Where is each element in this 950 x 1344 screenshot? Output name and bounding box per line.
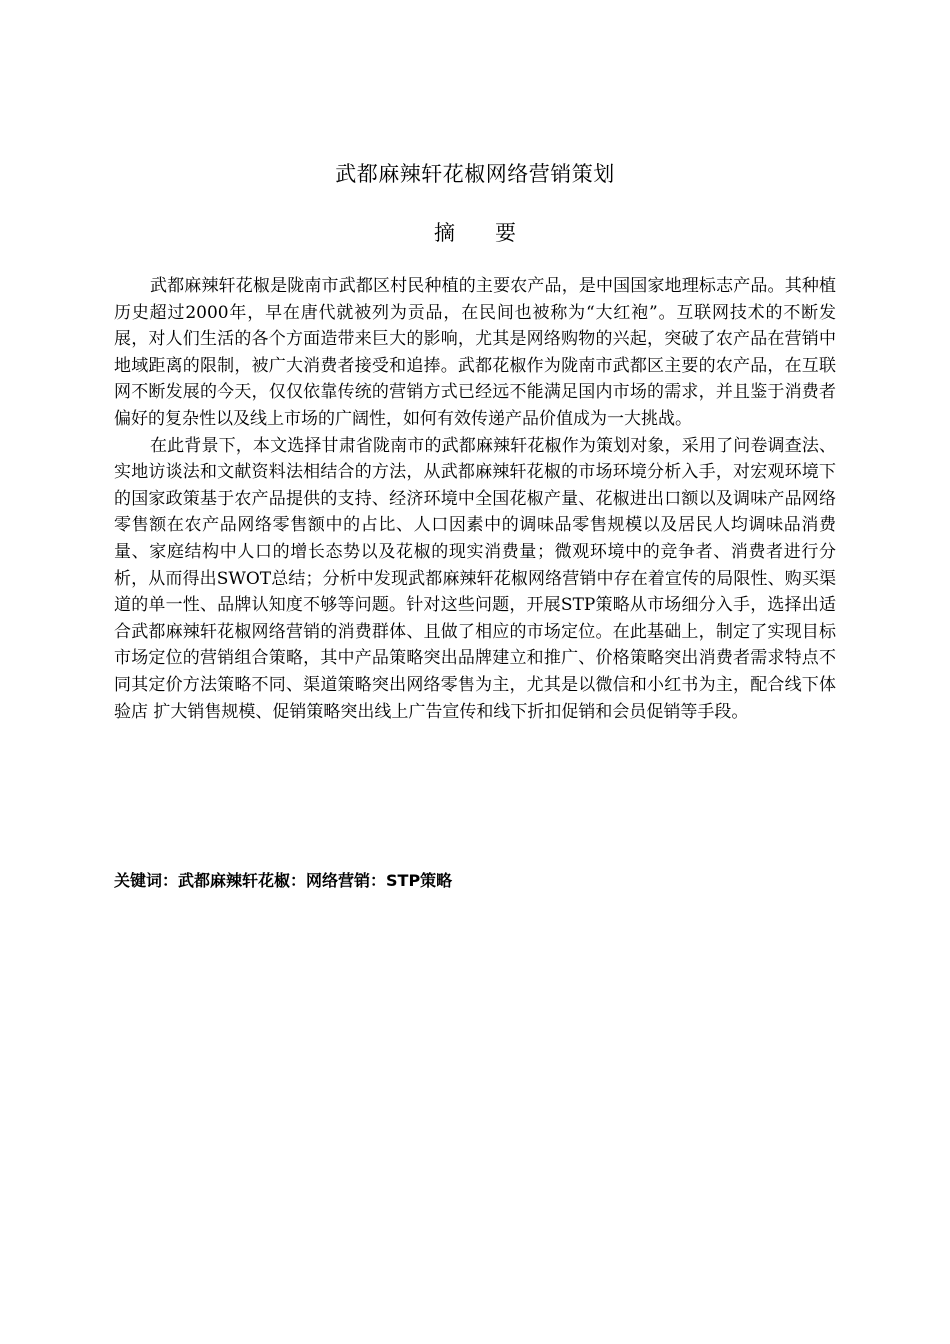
abstract-paragraph-1: 武都麻辣轩花椒是陇南市武都区村民种植的主要农产品，是中国国家地理标志产品。其种植历史超过2000年，早在唐代就被列为贡品，在民间也被称为“大红袍”。互联网技术的不断发展，对人们生活的各个方面造带来巨大的影响，尤其是网络购物的兴起，突破了农产品在营销中地域距离的限制，被广大消费者接受和追捧。武都花椒作为陇南市武都区主要的农产品，在互联网不断发展的今天，仅仅依靠传统的营销方式已经远不能满足国内市场的需求，并且鉴于消费者偏好的复杂性以及线上市场的广阔性，如何有效传递产品价值成为一大挑战。: [114, 276, 836, 429]
abstract-body: [114, 273, 836, 725]
keywords-line: 关键词：武都麻辣轩花椒：网络营销：STP策略: [114, 871, 453, 890]
abstract-heading: 摘要: [434, 221, 556, 245]
abstract-paragraph-2: 在此背景下，本文选择甘肃省陇南市的武都麻辣轩花椒作为策划对象，采用了问卷调查法、实地访谈法和文献资料法相结合的方法，从武都麻辣轩花椒的市场环境分析入手，对宏观环境下的国家政策基于农产品提供的支持、经济环境中全国花椒产量、花椒进出口额以及调味产品网络零售额在农产品网络零售额中的占比、人口因素中的调味品零售规模以及居民人均调味品消费量、家庭结构中人口的增长态势以及花椒的现实消费量；微观环境中的竞争者、消费者进行分析，从而得出SWOT总结；分析中发现武都麻辣轩花椒网络营销中存在着宣传的局限性、购买渠道的单一性、品牌认知度不够等问题。针对这些问题，开展STP策略从市场细分入手，选择出适合武都麻辣轩花椒网络营销的消费群体、且做了相应的市场定位。在此基础上，制定了实现目标市场定位的营销组合策略，其中产品策略突出品牌建立和推广、价格策略突出消费者需求特点不同其定价方法策略不同、渠道策略突出网络零售为主，尤其是以微信和小红书为主，配合线下体验店 扩大销售规模、促销策略突出线上广告宣传和线下折扣促销和会员促销等手段。: [114, 435, 836, 722]
document-title: 武都麻辣轩花椒网络营销策划: [335, 162, 615, 186]
